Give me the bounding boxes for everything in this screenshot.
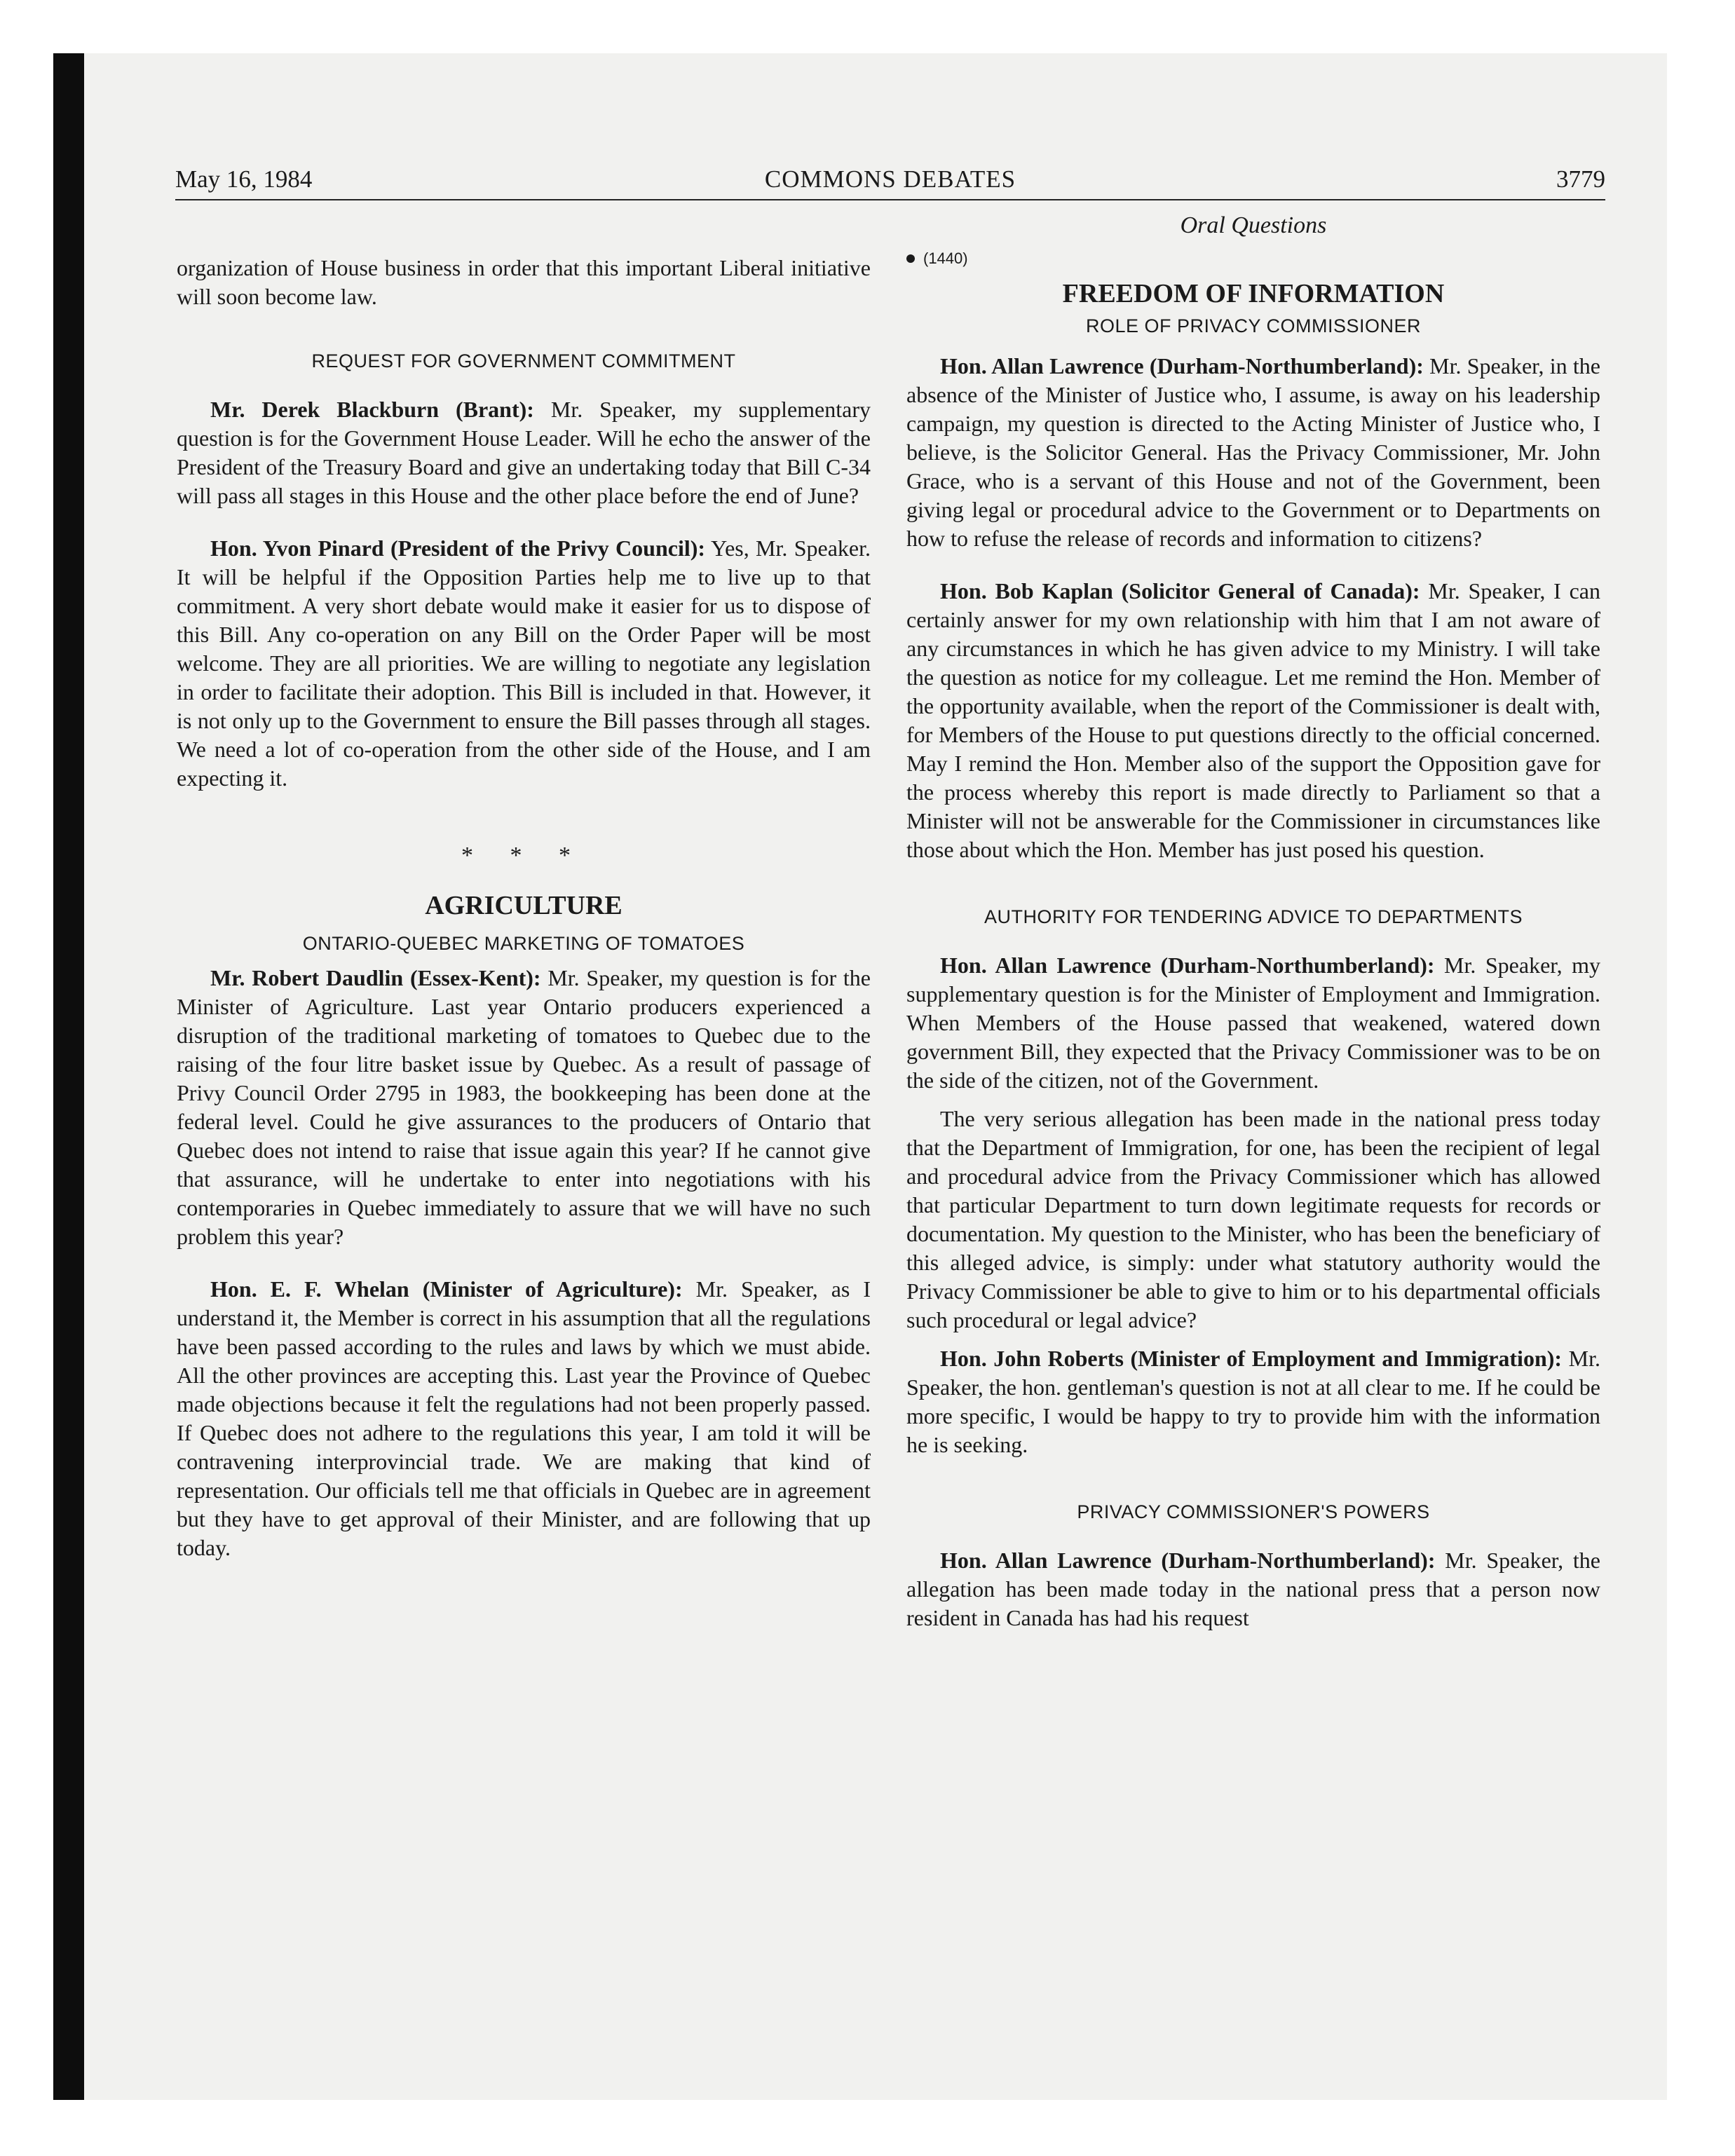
speech-whelan: [177, 1275, 871, 1562]
header-title: COMMONS DEBATES: [764, 165, 1016, 193]
subheading-request-commitment: REQUEST FOR GOVERNMENT COMMITMENT: [311, 350, 736, 371]
speech-text: Yes, Mr. Speaker. It will be helpful if the Opposition Parties help me to live up to that commitment. A very short debate would make it easier for us to dispose of this Bill. Any co-operation on any Bill on the Order Paper will be most welcome. They are all priorities. We are willing to negotiate any legislation in order to facilitate their adoption. This Bill is included in that. However, it is not only up to the Government to ensure the Bill passes through all stages. We need a lot of co-operation from the other side of the House, and I am expecting it.: [177, 535, 871, 791]
speech-daudlin: [177, 964, 871, 1251]
speech-lawrence-2: [906, 951, 1600, 1095]
speaker-name: Mr. Derek Blackburn (Brant):: [210, 397, 534, 422]
speech-pinard: [177, 534, 871, 793]
right-column: [906, 210, 1600, 1632]
speech-blackburn: [177, 395, 871, 510]
speaker-name: Mr. Robert Daudlin (Essex-Kent):: [210, 965, 541, 990]
speaker-name: Hon. John Roberts (Minister of Employment and Immigration):: [940, 1346, 1563, 1371]
section-heading-freedom-of-information: FREEDOM OF INFORMATION: [1062, 279, 1445, 308]
timestamp-text: (1440): [923, 250, 968, 267]
speech-roberts: [906, 1344, 1600, 1459]
bullet-dot-icon: [906, 254, 915, 263]
speaker-name: Hon. Allan Lawrence (Durham-Northumberland):: [940, 953, 1435, 978]
speech-text: Mr. Speaker, in the absence of the Minister of Justice who, I assume, is away on his leadership campaign, my question is directed to the Acting Minister of Justice who, I believe, is the Solicitor General. Has the Privacy Commissioner, Mr. John Grace, who is a servant of this House and not of the Government, been giving legal or procedural advice to the Government or to Departments on how to refuse the release of records and information to citizens?: [906, 353, 1601, 551]
speech-text: Mr. Speaker, I can certainly answer for my own relationship with him that I am not aware of any circumstances in which he has given advice to my Ministry. I will take the question as notice for my colleague. Let me remind the Hon. Member of the opportunity available, when the report of the Commissioner is dealt with, for Members of the House to put questions directly to the official concerned. May I remind the Hon. Member also of the support the Opposition gave for the process whereby this report is made directly to Parliament so that a Minister will not be answerable for the Commissioner in circumstances like those about which the Hon. Member has just posed his question.: [906, 578, 1601, 862]
page-header: [175, 160, 1605, 200]
speaker-name: Hon. Bob Kaplan (Solicitor General of Canada):: [940, 578, 1420, 603]
timestamp: [906, 248, 1600, 269]
speaker-name: Hon. Allan Lawrence (Durham-Northumberland):: [940, 353, 1424, 378]
speech-text: Mr. Speaker, the allegation has been made today in the national press that a person now resident in Canada has had his request: [906, 1548, 1600, 1630]
speech-text: Mr. Speaker, as I understand it, the Member is correct in his assumption that all the regulations have been passed according to the rules and laws by which we must abide. All the other provinces are accepting this. Last year the Province of Quebec made objections because it felt the regulations had not been properly passed. If Quebec does not adhere to the regulations this year, I am told it will be contravening interprovincial trade. We are making that kind of representation. Our officials tell me that officials in Quebec are in agreement but they have to get approval of their Minister, and are following that up today.: [177, 1276, 871, 1560]
speech-text: Mr. Speaker, my supplementary question is for the Government House Leader. Will he echo the answer of the President of the Treasury Board and give an undertaking today that Bill C-34 will pass all stages in this House and the other place before the end of June?: [177, 397, 871, 508]
speaker-name: Hon. Yvon Pinard (President of the Privy Council):: [210, 535, 706, 561]
section-heading-agriculture: AGRICULTURE: [425, 891, 622, 920]
continued-paragraph: organization of House business in order that this important Liberal initiative will soon become law.: [177, 255, 871, 309]
section-separator-stars: * * *: [461, 842, 586, 868]
speech-lawrence-3: [906, 1546, 1600, 1632]
speaker-name: Hon. Allan Lawrence (Durham-Northumberland):: [940, 1548, 1436, 1573]
scan-edge-bar: [53, 53, 84, 2100]
speech-text: Mr. Speaker, my question is for the Minister of Agriculture. Last year Ontario producers experienced a disruption of the traditional marketing of tomatoes to Quebec due to the raising of the four litre basket issue by Quebec. As a result of passage of Privy Council Order 2795 in 1983, the bookkeeping has been done at the federal level. Could he give assurances to the producers of Ontario that Quebec does not intend to raise that issue again this year? If he cannot give that assurance, will he undertake to enter into negotiations with his contemporaries in Quebec immediately to assure that we will have no such problem this year?: [177, 965, 871, 1249]
speech-text: Mr. Speaker, my supplementary question is for the Minister of Employment and Immigration. When Members of the House passed that weakened, watered down government Bill, they expected that the Privacy Commissioner was to be on the side of the citizen, not of the Government.: [906, 953, 1601, 1093]
speaker-name: Hon. E. F. Whelan (Minister of Agriculture):: [210, 1276, 683, 1302]
subheading-role-privacy-commissioner: ROLE OF PRIVACY COMMISSIONER: [1085, 315, 1422, 336]
subheading-tomatoes: ONTARIO-QUEBEC MARKETING OF TOMATOES: [302, 933, 745, 954]
speech-lawrence-2-continued: The very serious allegation has been made in the national press today that the Department of Immigration, for one, has been the recipient of legal and procedural advice from the Privacy Commissioner which has allowed that particular Department to turn down legitimate requests for records or documentation. My question to the Minister, who has been the beneficiary of this alleged advice, is simply: under what statutory authority would the Privacy Commissioner be able to give to him or to his departmental officials such procedural or legal advice?: [906, 1106, 1600, 1332]
header-page-number: 3779: [1556, 165, 1605, 193]
speech-text: Mr. Speaker, the hon. gentleman's question is not at all clear to me. If he could be more specific, I would be happy to try to provide him with the information he is seeking.: [906, 1346, 1601, 1457]
header-date: May 16, 1984: [175, 165, 313, 193]
subheading-privacy-commissioner-powers: PRIVACY COMMISSIONER'S POWERS: [1077, 1501, 1430, 1522]
speech-kaplan: [906, 577, 1600, 864]
left-column: [177, 210, 871, 1562]
oral-questions-heading: Oral Questions: [1180, 212, 1327, 238]
subheading-authority-tendering-advice: AUTHORITY FOR TENDERING ADVICE TO DEPARTMENTS: [984, 906, 1523, 927]
speech-lawrence-1: [906, 352, 1600, 553]
